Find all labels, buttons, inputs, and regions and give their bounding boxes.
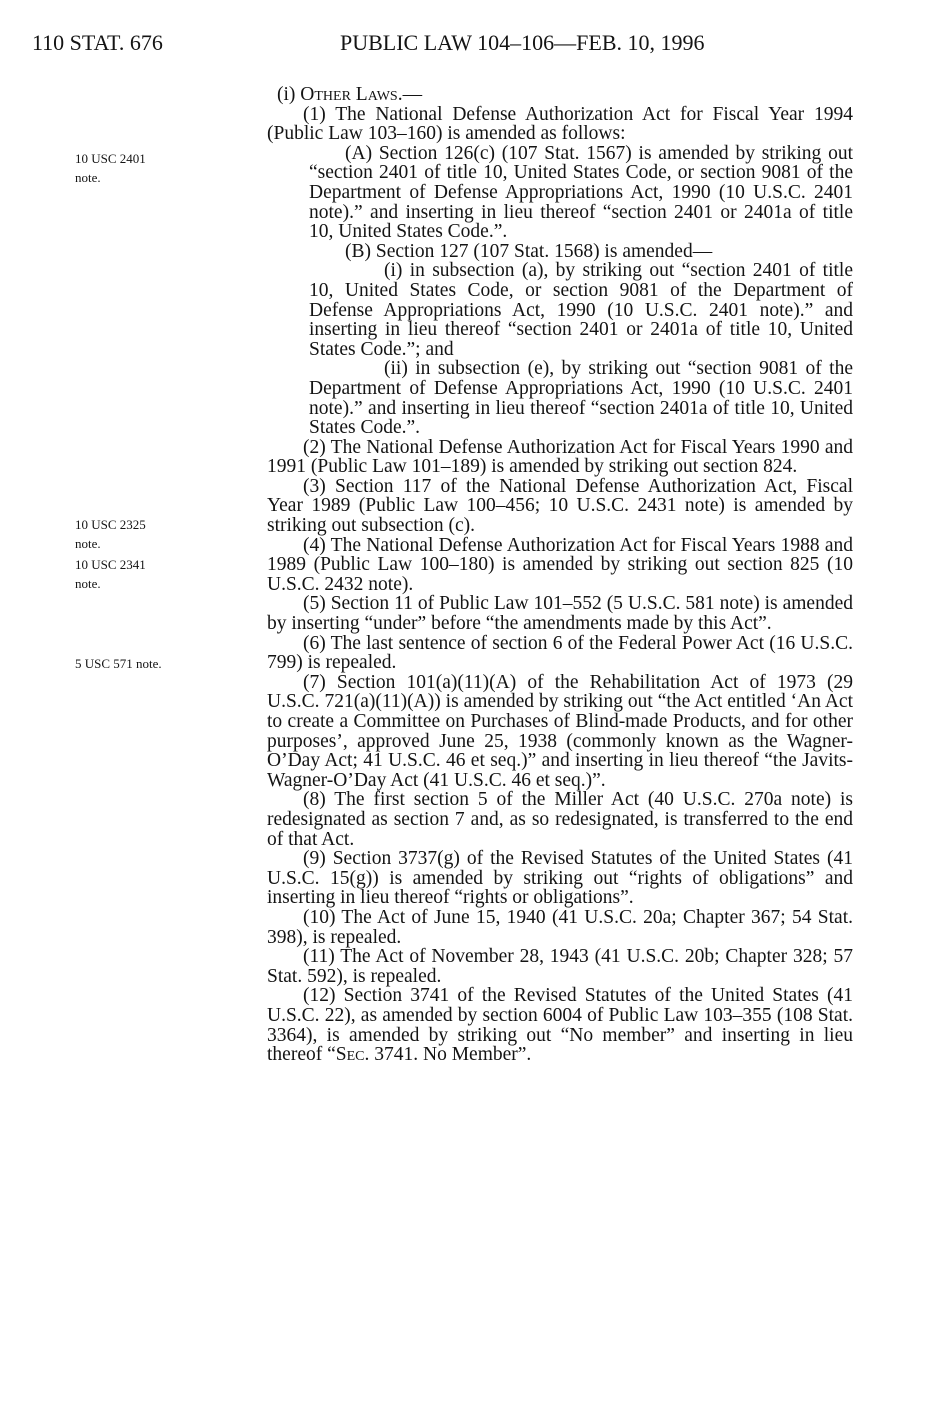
- clause-1b-i: (i) in subsection (a), by striking out “section 2401 of title 10, United States Code, or section 9081 of the Department of Defense Appropriations Act, 1990 (10 U.S.C. 2401 note).” and inserting in lieu thereof “section 2401 or 2401a of title 10, United States Code.”; and: [309, 260, 853, 360]
- margin-note-5-usc-571: 5 USC 571 note.: [75, 656, 162, 671]
- subparagraph-1b: (B) Section 127 (107 Stat. 1568) is amended—: [345, 240, 713, 262]
- clause-1b-ii: (ii) in subsection (e), by striking out “section 9081 of the Department of Defense Appropriations Act, 1990 (10 U.S.C. 2401 note).” and inserting in lieu thereof “section 2401a of title 10, United States Code.”.: [309, 358, 853, 439]
- running-head: PUBLIC LAW 104–106—FEB. 10, 1996: [340, 30, 705, 55]
- paragraph-6: (6) The last sentence of section 6 of the Federal Power Act (16 U.S.C. 799) is repealed.: [267, 632, 853, 674]
- margin-note-10-usc-2341: 10 USC 2341 note.: [75, 557, 146, 591]
- subparagraph-1a: (A) Section 126(c) (107 Stat. 1567) is amended by striking out “section 2401 of title 10, United States Code, or section 9081 of the Department of Defense Appropriations Act, 1990 (10 U.S.C. 2401 note).” and inserting in lieu thereof “section 2401 or 2401a of title 10, United States Code.”.: [309, 142, 853, 243]
- heading-title: Other Laws.—: [300, 84, 423, 105]
- section-heading: [267, 85, 853, 105]
- paragraph-7: (7) Section 101(a)(11)(A) of the Rehabilitation Act of 1973 (29 U.S.C. 721(a)(11)(A)) is amended by striking out “the Act entitled ‘An Act to create a Committee on Purchases of Blind-made Products, and for other purposes’, approved June 25, 1938 (commonly known as the Wagner-O’Day Act; 41 U.S.C. 46 et seq.)” and inserting in lieu thereof “the Javits-Wagner-O’Day Act (41 U.S.C. 46 et seq.)”.: [267, 671, 853, 791]
- page-citation: 110 STAT. 676: [32, 30, 163, 55]
- paragraph-2: (2) The National Defense Authorization Act for Fiscal Years 1990 and 1991 (Public Law 101–189) is amended by striking out section 824.: [267, 436, 853, 478]
- paragraph-1: (1) The National Defense Authorization Act for Fiscal Year 1994 (Public Law 103–160) is amended as follows:: [267, 103, 853, 145]
- statute-body: [267, 85, 853, 1065]
- heading-number: (i): [277, 84, 296, 105]
- margin-note-10-usc-2325: 10 USC 2325 note.: [75, 517, 146, 551]
- paragraph-9: (9) Section 3737(g) of the Revised Statutes of the United States (41 U.S.C. 15(g)) is amended by striking out “rights of obligations” and inserting in lieu thereof “rights or obligations”.: [267, 848, 853, 909]
- paragraph-12: (12) Section 3741 of the Revised Statutes of the United States (41 U.S.C. 22), as amended by section 6004 of Public Law 103–355 (108 Stat. 3364), is amended by striking out “No member” and inserting in lieu thereof “Sec. 3741. No Member”.: [267, 985, 853, 1066]
- paragraph-5: (5) Section 11 of Public Law 101–552 (5 U.S.C. 581 note) is amended by inserting “under” before “the amendments made by this Act”.: [267, 593, 853, 635]
- paragraph-4: (4) The National Defense Authorization Act for Fiscal Years 1988 and 1989 (Public Law 100–180) is amended by striking out section 825 (10 U.S.C. 2432 note).: [267, 534, 853, 595]
- paragraph-10: (10) The Act of June 15, 1940 (41 U.S.C. 20a; Chapter 367; 54 Stat. 398), is repealed.: [267, 906, 853, 948]
- margin-note-10-usc-2401: 10 USC 2401 note.: [75, 151, 146, 185]
- paragraph-11: (11) The Act of November 28, 1943 (41 U.S.C. 20b; Chapter 328; 57 Stat. 592), is repealed.: [267, 946, 853, 987]
- paragraph-8: (8) The first section 5 of the Miller Act (40 U.S.C. 270a note) is redesignated as section 7 and, as so redesignated, is transferred to the end of that Act.: [267, 789, 853, 850]
- paragraph-3: (3) Section 117 of the National Defense Authorization Act, Fiscal Year 1989 (Public Law 100–456; 10 U.S.C. 2431 note) is amended by striking out subsection (c).: [267, 475, 853, 537]
